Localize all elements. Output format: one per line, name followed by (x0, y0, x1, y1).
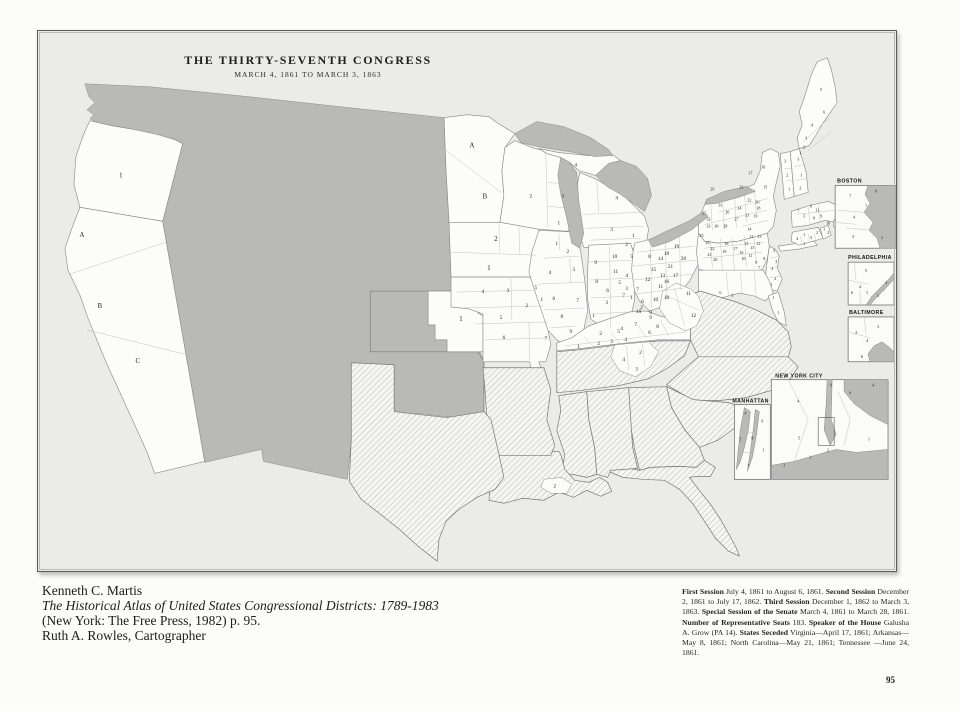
district-label: 1 (770, 282, 773, 288)
district-label: 6 (810, 203, 813, 209)
district-label: 6 (502, 334, 506, 341)
district-label: 1 (866, 290, 869, 296)
district-label: 6 (861, 353, 864, 359)
district-label: 1 (119, 172, 123, 180)
district-label: 7 (576, 297, 580, 304)
session-notes: First Session July 4, 1861 to August 6, 1861. Second Session December 2, 1861 to July 17, 1862. Third Session December 1, 1862 to March 3, 1863. Special Session of the Senate March 4, 1861 to March 28, 1861. Number of Representative Seats 183. Speaker of the House Galusha A. Grow (PA 14). States Seceded Virginia—April 17, 1861; Arkansas—May 8, 1861; North Carolina—May 21, 1861; Tennessee —June 24, 1861. (682, 587, 910, 658)
district-label: 21 (667, 264, 674, 271)
district-label: 9 (761, 418, 764, 424)
district-label: 10 (636, 308, 642, 315)
district-label: 11 (658, 284, 664, 291)
district-label: 7 (758, 265, 761, 271)
district-label: 1 (777, 309, 780, 315)
district-label: 9 (594, 260, 597, 267)
district-label: 10 (612, 254, 618, 261)
district-label: 1 (577, 343, 581, 350)
district-label: 7 (636, 287, 639, 294)
district-label: 2 (529, 193, 533, 200)
district-label: 2 (639, 349, 642, 356)
district-label: 18 (724, 241, 729, 247)
district-label: 3 (635, 366, 638, 373)
district-label: 1 (788, 186, 791, 192)
district-label: 6 (641, 298, 644, 305)
district-label: 6 (851, 290, 854, 296)
district-label: 24 (737, 205, 742, 211)
district-label: 3 (506, 288, 510, 295)
district-label: 1 (632, 233, 635, 240)
district-label: 2 (525, 302, 529, 309)
district-label: 5 (731, 293, 734, 299)
district-label: 16 (761, 164, 766, 170)
district-label: 14 (747, 226, 752, 232)
citation-publisher: (New York: The Free Press, 1982) p. 95. (42, 613, 261, 628)
district-label: 13 (757, 234, 762, 240)
district-label: 4 (615, 195, 618, 202)
district-label: 15 (744, 241, 749, 247)
district-label: 3 (561, 193, 565, 200)
district-label: 23 (739, 184, 744, 190)
district-label: 21 (707, 252, 712, 258)
district-label: 14 (657, 256, 664, 263)
district-label: 25 (699, 233, 704, 239)
district-label: 1 (800, 172, 803, 178)
district-label: 9 (649, 309, 652, 316)
district-label: 9 (569, 328, 573, 335)
us-congressional-districts-map (38, 31, 896, 571)
district-label: 8 (751, 435, 754, 441)
district-label: 5 (773, 248, 776, 254)
district-label: 8 (595, 279, 598, 286)
district-label: B (482, 193, 488, 201)
district-label: 1 (540, 297, 544, 303)
map-subtitle: MARCH 4, 1861 TO MARCH 3, 1863 (234, 70, 382, 79)
district-label: 7 (544, 335, 548, 342)
district-label: 2 (566, 249, 570, 256)
map-frame (37, 30, 897, 572)
district-label: 33 (706, 223, 711, 229)
district-label: 9 (755, 260, 758, 266)
district-label: 32 (706, 216, 711, 222)
district-label: 2 (625, 242, 628, 249)
district-label: 5 (617, 328, 620, 335)
district-label: 5 (865, 268, 868, 274)
district-label: 2 (553, 483, 557, 490)
district-label: 4 (797, 398, 800, 404)
district-label: 4 (872, 382, 875, 388)
district-label: 1 (803, 241, 806, 247)
inset-title: MANHATTAN (732, 398, 769, 405)
district-label: 19 (753, 213, 758, 219)
district-label: 25 (702, 210, 707, 216)
district-label: 5 (820, 86, 823, 92)
district-label: 16 (663, 279, 670, 286)
district-label: 1 (459, 315, 463, 323)
district-label: 3 (625, 286, 628, 293)
district-label: 5 (739, 436, 742, 442)
district-label: 1 (557, 220, 561, 227)
district-label: 3 (605, 299, 608, 306)
district-label: 10 (826, 220, 831, 226)
district-label: 2 (855, 329, 858, 335)
state-florida (609, 460, 740, 556)
district-label: 30 (714, 223, 719, 229)
district-label: 3 (797, 156, 800, 162)
district-label: 4 (866, 337, 869, 343)
district-label: 4 (771, 266, 774, 272)
citation-atlas-title: The Historical Atlas of United States Congressional Districts: 1789-1983 (42, 598, 439, 613)
district-label: 7 (634, 321, 637, 328)
district-label: 5 (798, 435, 801, 441)
inset-title: BOSTON (837, 178, 862, 185)
map-title: THE THIRTY-SEVENTH CONGRESS (184, 53, 432, 67)
district-label: 1 (772, 295, 775, 301)
inset-title: BALTIMORE (849, 309, 884, 316)
district-label: 7 (849, 193, 852, 199)
district-label: 1 (592, 312, 596, 319)
inset-new-york-city (771, 380, 888, 480)
district-label: 15 (650, 267, 657, 274)
district-label: 2 (494, 236, 498, 244)
district-label: 7 (797, 208, 800, 214)
district-label: 17 (733, 246, 738, 252)
district-label: 4 (574, 162, 578, 169)
inset-baltimore (848, 317, 894, 362)
district-label: 11 (613, 269, 619, 276)
district-label: 5 (630, 254, 633, 261)
inset-philadelphia (848, 262, 894, 305)
district-label: 2 (599, 330, 602, 337)
district-label: B (97, 302, 103, 310)
district-label: 16 (739, 250, 744, 256)
district-label: 8 (813, 215, 816, 221)
district-label: 26 (725, 209, 730, 215)
state-maine (797, 58, 837, 149)
district-label: 3 (610, 227, 613, 234)
district-label: 5 (534, 285, 538, 292)
district-label: 17 (672, 273, 679, 280)
page-number: 95 (886, 675, 895, 685)
district-label: 10 (652, 297, 659, 303)
district-label: 3 (784, 158, 787, 164)
district-label: 29 (710, 186, 715, 192)
inset-title: PHILADELPHIA (848, 255, 892, 262)
citation-cartographer: Ruth A. Rowles, Cartographer (42, 628, 206, 643)
district-label: 9 (820, 213, 823, 219)
district-label: 21 (745, 212, 750, 218)
district-label: 2 (786, 172, 789, 178)
district-label: 7 (622, 293, 625, 300)
district-label: 13 (659, 273, 666, 280)
district-label: 12 (756, 241, 761, 247)
district-label: 9 (849, 390, 852, 396)
district-label: 15 (763, 184, 768, 190)
district-label: 3 (877, 323, 880, 329)
district-label: 2 (597, 340, 600, 347)
district-label: 9 (649, 314, 652, 321)
district-label: 10 (663, 295, 670, 302)
district-label: 5 (803, 213, 806, 219)
map-title-block (158, 53, 458, 79)
district-label: 3 (572, 267, 576, 274)
district-label: 4 (481, 289, 485, 296)
district-label: 10 (741, 256, 746, 262)
district-label: 3 (775, 259, 778, 265)
district-label: 22 (747, 197, 752, 203)
district-label: 3 (810, 235, 813, 241)
district-label: 11 (748, 253, 753, 259)
district-label: 4 (625, 273, 628, 280)
district-label: 4 (859, 284, 862, 290)
district-label: 28 (723, 223, 728, 229)
district-label: 11 (685, 291, 691, 298)
district-label: 20 (713, 257, 718, 263)
district-label: A (469, 142, 475, 150)
district-label: 11 (815, 207, 820, 213)
district-label: 4 (796, 236, 799, 242)
district-label: 19 (673, 244, 680, 251)
district-label: 3 (877, 293, 880, 299)
district-label: 4 (622, 356, 625, 363)
district-label: C (135, 357, 141, 365)
district-label: 12 (690, 312, 697, 319)
district-label: 3 (852, 234, 855, 240)
district-label: 2 (774, 276, 777, 282)
district-label: 1 (762, 447, 765, 453)
district-label: 22 (710, 246, 715, 252)
district-label: 8 (656, 323, 659, 330)
district-label: 8 (763, 256, 766, 262)
district-label: 1 (803, 232, 806, 238)
inset-boston (835, 185, 896, 248)
district-label: 3 (610, 338, 613, 345)
district-label: 1 (799, 150, 802, 156)
district-label: 1 (865, 202, 868, 208)
district-label: 20 (680, 256, 687, 263)
district-label: 13 (750, 245, 755, 251)
district-label: 6 (875, 188, 878, 194)
district-label: 1 (823, 226, 826, 232)
citation-block (42, 583, 439, 643)
district-label: 2 (803, 144, 806, 150)
district-label: 2 (827, 230, 830, 236)
district-label: 4 (744, 410, 747, 416)
district-label: 2 (827, 447, 830, 453)
district-label: 5 (618, 280, 621, 287)
district-label: 1 (487, 265, 491, 273)
district-label: 31 (718, 202, 723, 208)
district-label: 2 (640, 304, 643, 311)
district-label: 8 (648, 254, 651, 261)
district-label: A (79, 232, 85, 240)
district-label: 18 (663, 251, 670, 258)
district-label: 8 (560, 313, 564, 320)
district-label: 4 (548, 270, 552, 277)
citation-author: Kenneth C. Martis (42, 583, 143, 598)
district-label: 24 (705, 240, 710, 246)
district-label: 5 (499, 314, 503, 321)
district-label: 17 (748, 170, 753, 176)
district-label: 27 (734, 216, 739, 222)
inset-manhattan (734, 405, 770, 480)
district-label: 18 (756, 205, 761, 211)
district-label: 6 (648, 329, 651, 336)
district-label: 6 (823, 109, 826, 115)
district-label: 7 (747, 463, 750, 469)
district-label: 2 (816, 230, 819, 236)
district-label: 20 (755, 199, 760, 205)
district-label: 6 (606, 288, 609, 295)
district-label: 1 (555, 241, 559, 248)
district-label: 2 (884, 280, 888, 286)
district-label: 4 (853, 214, 856, 220)
district-label: 1 (630, 295, 633, 302)
district-label: 3 (783, 462, 786, 468)
district-label: 4 (624, 336, 627, 343)
district-label: 12 (749, 234, 754, 240)
district-label: 9 (830, 382, 833, 388)
district-label: 6 (552, 296, 556, 303)
district-label: 2 (881, 235, 884, 241)
district-label: 4 (620, 325, 623, 332)
district-label: 1 (868, 436, 871, 442)
inset-title: NEW YORK CITY (775, 373, 823, 380)
district-label: 3 (805, 135, 808, 141)
district-label: 1 (809, 454, 812, 460)
district-label: 19 (722, 249, 727, 255)
district-label: 4 (811, 122, 814, 128)
district-label: 2 (799, 185, 802, 191)
district-label: 12 (644, 277, 651, 284)
district-label: 6 (719, 290, 722, 296)
